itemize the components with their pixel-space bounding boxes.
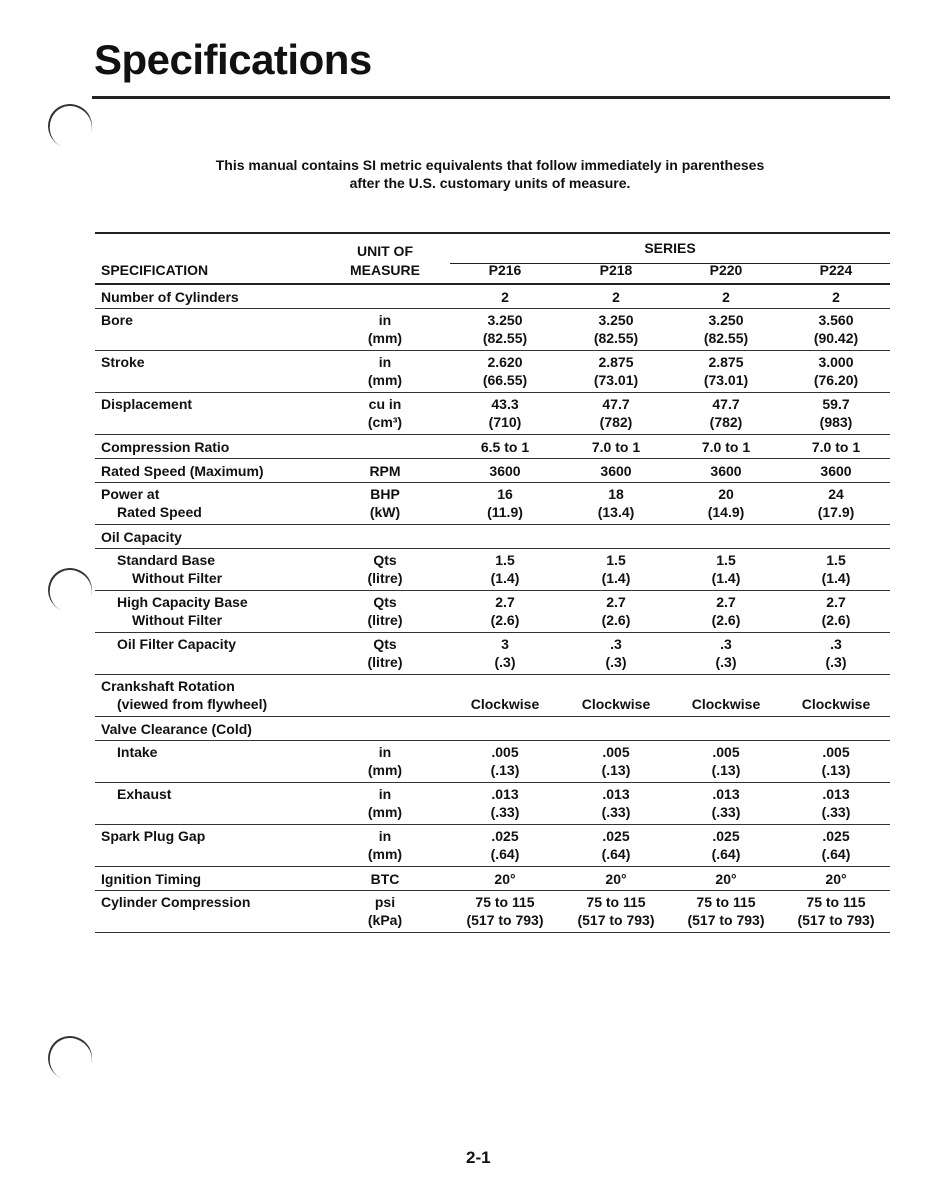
spec-label: Valve Clearance (Cold) [101, 721, 252, 737]
unit-of-measure: RPM [369, 463, 401, 479]
unit-of-measure: (kPa) [367, 912, 403, 928]
unit-of-measure: (mm) [367, 762, 403, 778]
value-p216: 2.7 [495, 594, 515, 610]
header-specification: SPECIFICATION [101, 262, 209, 278]
value-p220: 47.7 [712, 396, 740, 412]
binder-hole-mark-bottom [42, 1030, 98, 1086]
value-p224: (76.20) [813, 372, 859, 388]
value-p224: (983) [819, 414, 853, 430]
table-row [95, 459, 890, 483]
unit-of-measure: BHP [370, 486, 400, 502]
value-p220: (.64) [711, 846, 741, 862]
unit-of-measure: (mm) [367, 846, 403, 862]
value-p220: (73.01) [703, 372, 749, 388]
value-p216: 2 [501, 289, 509, 305]
spec-label: Exhaust [117, 786, 172, 802]
table-row [95, 393, 890, 435]
value-p218: (.64) [601, 846, 631, 862]
value-p218: (.33) [601, 804, 631, 820]
value-p218: (782) [599, 414, 633, 430]
value-p218: 18 [608, 486, 624, 502]
value-p224: .3 [830, 636, 842, 652]
unit-of-measure: (kW) [369, 504, 401, 520]
spec-label: Displacement [101, 396, 193, 412]
value-p220: (1.4) [711, 570, 741, 586]
header-unit-line-1: UNIT OF [357, 243, 413, 259]
value-p218: 1.5 [606, 552, 626, 568]
value-p216: 1.5 [495, 552, 515, 568]
value-p218: (73.01) [593, 372, 639, 388]
unit-of-measure: psi [374, 894, 396, 910]
value-p224: 1.5 [826, 552, 846, 568]
page-title: Specifications [94, 36, 372, 83]
value-p218: (.3) [605, 654, 627, 670]
value-p224: (.13) [821, 762, 851, 778]
value-p216: 43.3 [491, 396, 519, 412]
value-p216: (2.6) [490, 612, 520, 628]
value-p216: 20° [494, 871, 516, 887]
spec-label: Oil Capacity [101, 529, 182, 545]
value-p218: .013 [602, 786, 630, 802]
value-p216: .013 [491, 786, 519, 802]
value-p224: (90.42) [813, 330, 859, 346]
header-model-p220: P220 [709, 262, 743, 278]
intro-line-2: after the U.S. customary units of measure. [349, 175, 631, 191]
value-p216: (66.55) [482, 372, 528, 388]
table-body [95, 285, 890, 933]
unit-of-measure: (litre) [367, 654, 403, 670]
unit-of-measure: (mm) [367, 804, 403, 820]
value-p220: (82.55) [703, 330, 749, 346]
value-p220: (2.6) [711, 612, 741, 628]
spec-label: Standard Base [117, 552, 216, 568]
value-p218: .005 [602, 744, 630, 760]
spec-label: Without Filter [132, 570, 223, 586]
value-p224: Clockwise [801, 696, 871, 712]
value-p224: (.64) [821, 846, 851, 862]
value-p216: 3 [501, 636, 509, 652]
value-p218: 20° [605, 871, 627, 887]
value-p220: .013 [712, 786, 740, 802]
value-p218: 7.0 to 1 [591, 439, 641, 455]
spec-label: Intake [117, 744, 158, 760]
value-p224: 59.7 [822, 396, 850, 412]
value-p216: 3.250 [487, 312, 523, 328]
value-p218: 2.875 [598, 354, 634, 370]
unit-of-measure: in [378, 744, 392, 760]
value-p224: 20° [825, 871, 847, 887]
unit-of-measure: in [378, 312, 392, 328]
table-row [95, 825, 890, 867]
value-p218: 47.7 [602, 396, 630, 412]
value-p224: 3600 [820, 463, 852, 479]
value-p220: (14.9) [707, 504, 745, 520]
table-row [95, 783, 890, 825]
value-p224: (517 to 793) [797, 912, 875, 928]
table-row [95, 285, 890, 309]
value-p220: Clockwise [691, 696, 761, 712]
spec-label: Rated Speed (Maximum) [101, 463, 264, 479]
spec-label: Compression Ratio [101, 439, 230, 455]
value-p216: Clockwise [470, 696, 540, 712]
table-row [95, 891, 890, 933]
table-row [95, 741, 890, 783]
header-model-p224: P224 [819, 262, 853, 278]
unit-of-measure: (litre) [367, 570, 403, 586]
value-p220: (.13) [711, 762, 741, 778]
unit-of-measure: (mm) [367, 372, 403, 388]
value-p216: (710) [488, 414, 522, 430]
value-p220: 2.875 [708, 354, 744, 370]
spec-label: Stroke [101, 354, 145, 370]
table-row [95, 717, 890, 741]
value-p224: (.3) [825, 654, 847, 670]
unit-of-measure: (cm³) [367, 414, 403, 430]
value-p224: 2.7 [826, 594, 846, 610]
value-p220: (517 to 793) [687, 912, 765, 928]
unit-of-measure: (litre) [367, 612, 403, 628]
unit-of-measure: in [378, 354, 392, 370]
table-row [95, 549, 890, 591]
unit-of-measure: in [378, 786, 392, 802]
value-p218: (82.55) [593, 330, 639, 346]
value-p224: (1.4) [821, 570, 851, 586]
value-p224: (.33) [821, 804, 851, 820]
value-p218: (.13) [601, 762, 631, 778]
value-p220: 2.7 [716, 594, 736, 610]
value-p224: 75 to 115 [806, 894, 866, 910]
binder-hole-mark-top [42, 98, 98, 154]
value-p218: .025 [602, 828, 630, 844]
header-unit-line-2: MEASURE [349, 262, 420, 278]
value-p216: (.33) [490, 804, 520, 820]
value-p220: 1.5 [716, 552, 736, 568]
value-p218: 3.250 [598, 312, 634, 328]
spec-label: (viewed from flywheel) [117, 696, 268, 712]
value-p218: Clockwise [581, 696, 651, 712]
unit-of-measure: Qts [373, 594, 397, 610]
value-p224: .013 [822, 786, 850, 802]
value-p224: (17.9) [817, 504, 855, 520]
binder-hole-mark-middle [42, 562, 98, 618]
spec-label: Oil Filter Capacity [117, 636, 237, 652]
value-p218: .3 [610, 636, 622, 652]
value-p220: 2 [722, 289, 730, 305]
value-p220: 3600 [710, 463, 742, 479]
value-p216: .025 [491, 828, 519, 844]
value-p218: (517 to 793) [577, 912, 655, 928]
value-p216: 3600 [489, 463, 521, 479]
value-p220: .005 [712, 744, 740, 760]
value-p220: 7.0 to 1 [701, 439, 751, 455]
value-p216: 75 to 115 [475, 894, 535, 910]
value-p218: 2 [612, 289, 620, 305]
table-top-rule [95, 232, 890, 234]
table-row [95, 591, 890, 633]
value-p220: (.3) [715, 654, 737, 670]
value-p220: (782) [709, 414, 743, 430]
value-p224: 7.0 to 1 [811, 439, 861, 455]
intro-note [160, 156, 820, 192]
value-p218: 2.7 [606, 594, 626, 610]
value-p224: 3.000 [818, 354, 854, 370]
value-p216: (517 to 793) [466, 912, 544, 928]
value-p220: (.33) [711, 804, 741, 820]
value-p224: (2.6) [821, 612, 851, 628]
value-p218: 75 to 115 [586, 894, 646, 910]
spec-label: Cylinder Compression [101, 894, 251, 910]
value-p216: (82.55) [482, 330, 528, 346]
unit-of-measure: Qts [373, 552, 397, 568]
value-p218: (13.4) [597, 504, 635, 520]
header-model-p218: P218 [599, 262, 633, 278]
spec-label: Spark Plug Gap [101, 828, 206, 844]
value-p224: 2 [832, 289, 840, 305]
unit-of-measure: cu in [368, 396, 402, 412]
table-row [95, 309, 890, 351]
value-p220: 20 [718, 486, 734, 502]
title-rule [92, 96, 890, 99]
spec-label: Ignition Timing [101, 871, 202, 887]
value-p216: 16 [497, 486, 513, 502]
table-row [95, 351, 890, 393]
page-number: 2-1 [466, 1148, 491, 1167]
table-row [95, 525, 890, 549]
value-p218: (2.6) [601, 612, 631, 628]
value-p218: (1.4) [601, 570, 631, 586]
value-p220: .025 [712, 828, 740, 844]
spec-label: Bore [101, 312, 133, 328]
value-p224: 24 [828, 486, 844, 502]
value-p216: 2.620 [487, 354, 523, 370]
intro-line-1: This manual contains SI metric equivalents that follow immediately in parentheses [215, 157, 765, 173]
value-p216: (.64) [490, 846, 520, 862]
value-p216: 6.5 to 1 [480, 439, 530, 455]
unit-of-measure: BTC [370, 871, 400, 887]
value-p216: (.3) [494, 654, 516, 670]
value-p216: (11.9) [487, 504, 523, 520]
header-series: SERIES [644, 240, 696, 256]
spec-label: Rated Speed [117, 504, 202, 520]
table-row [95, 435, 890, 459]
spec-label: Power at [101, 486, 160, 502]
spec-label: Crankshaft Rotation [101, 678, 235, 694]
value-p216: (1.4) [490, 570, 520, 586]
value-p220: .3 [720, 636, 732, 652]
table-row [95, 675, 890, 717]
value-p224: .005 [822, 744, 850, 760]
unit-of-measure: in [378, 828, 392, 844]
spec-label: Without Filter [132, 612, 223, 628]
value-p218: 3600 [600, 463, 632, 479]
table-row [95, 867, 890, 891]
value-p224: .025 [822, 828, 850, 844]
unit-of-measure: (mm) [367, 330, 403, 346]
value-p224: 3.560 [818, 312, 854, 328]
table-row [95, 483, 890, 525]
unit-of-measure: Qts [373, 636, 397, 652]
header-model-p216: P216 [488, 262, 522, 278]
value-p220: 75 to 115 [696, 894, 756, 910]
spec-label: Number of Cylinders [101, 289, 239, 305]
value-p220: 20° [715, 871, 737, 887]
value-p216: (.13) [490, 762, 520, 778]
table-row [95, 633, 890, 675]
value-p216: .005 [491, 744, 519, 760]
spec-label: High Capacity Base [117, 594, 248, 610]
value-p220: 3.250 [708, 312, 744, 328]
